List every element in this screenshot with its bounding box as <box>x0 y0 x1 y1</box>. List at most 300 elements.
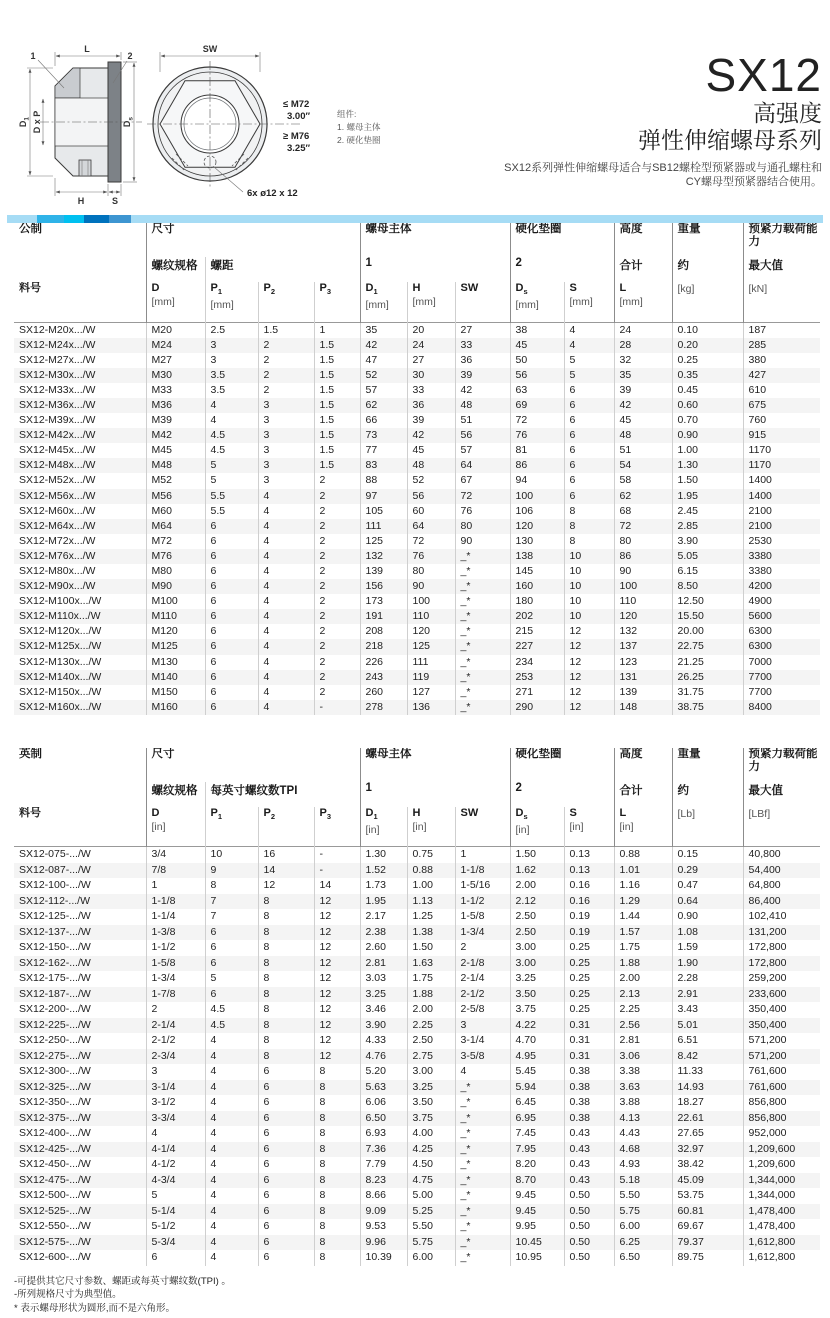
cell: 76 <box>455 504 510 519</box>
column-header-p1: $P_1$ [mm] <box>205 282 258 322</box>
cell: 42 <box>407 428 455 443</box>
cell: 0.19 <box>564 925 614 941</box>
cell: 0.25 <box>564 956 614 972</box>
cell: 4 <box>258 639 314 654</box>
cell: 4 <box>258 655 314 670</box>
cell: 1.88 <box>407 987 455 1003</box>
cell: 0.13 <box>564 863 614 879</box>
cell: 105 <box>360 504 407 519</box>
part-number: SX12-M20x.../W <box>19 323 96 336</box>
part-number: SX12-550-.../W <box>19 1220 91 1233</box>
cell: 1.38 <box>407 925 455 941</box>
cell: 35 <box>360 322 407 338</box>
cell: 5600 <box>743 609 820 624</box>
cell: 1.75 <box>614 940 672 956</box>
cell: 12 <box>314 1049 360 1065</box>
cell: 4 <box>455 1064 510 1080</box>
cell: 191 <box>360 609 407 624</box>
cell: 10 <box>564 564 614 579</box>
table-row <box>14 368 820 383</box>
cell: 5 <box>146 1188 205 1204</box>
cell: 32.97 <box>672 1142 743 1158</box>
cell: 66 <box>360 413 407 428</box>
cell: 208 <box>360 624 407 639</box>
cell: 42 <box>455 383 510 398</box>
cell: 173 <box>360 594 407 609</box>
cell: M45 <box>146 443 205 458</box>
cell: 2.25 <box>407 1018 455 1034</box>
part-number: SX12-137-.../W <box>19 925 91 938</box>
cell: 69 <box>510 398 564 413</box>
cell: 5.45 <box>510 1064 564 1080</box>
part-number: SX12-M27x.../W <box>19 353 96 366</box>
cell: 57 <box>455 443 510 458</box>
part-number: SX12-500-.../W <box>19 1189 91 1202</box>
cell: 6 <box>258 1095 314 1111</box>
cell: _* <box>455 639 510 654</box>
cell: 6 <box>564 398 614 413</box>
cell: 2530 <box>743 534 820 549</box>
cell: 5.94 <box>510 1080 564 1096</box>
dim-label-l: L <box>84 44 90 54</box>
cell: 56 <box>510 368 564 383</box>
cell: 8 <box>258 1033 314 1049</box>
part-number-header: 料号 <box>19 806 41 819</box>
cell: 4 <box>205 1033 258 1049</box>
cell: 6 <box>205 700 258 715</box>
cell: 8 <box>258 925 314 941</box>
cell: 5.00 <box>407 1188 455 1204</box>
cell: 4 <box>258 670 314 685</box>
cell: 1-5/16 <box>455 878 510 894</box>
cell: 10.45 <box>510 1235 564 1251</box>
cell: M20 <box>146 322 205 338</box>
dim-label-s: S <box>111 196 119 206</box>
technical-drawing <box>0 28 430 220</box>
cell: 7700 <box>743 685 820 700</box>
cell: 89.75 <box>672 1250 743 1266</box>
cell: 8 <box>258 1002 314 1018</box>
cell: 69.67 <box>672 1219 743 1235</box>
cell: 132 <box>360 549 407 564</box>
cell: 1-1/2 <box>455 894 510 910</box>
cell: 6300 <box>743 639 820 654</box>
cell: 1170 <box>743 443 820 458</box>
cell: _* <box>455 579 510 594</box>
spacer <box>14 782 146 807</box>
cell: 8.42 <box>672 1049 743 1065</box>
cell: _* <box>455 700 510 715</box>
column-header-kg: [kg] <box>672 282 743 322</box>
cell: 4 <box>258 564 314 579</box>
cell: 6 <box>564 428 614 443</box>
cell: 1.5 <box>314 338 360 353</box>
cell: 12 <box>314 1033 360 1049</box>
cell: - <box>314 863 360 879</box>
cell: 6300 <box>743 624 820 639</box>
cell: 4.13 <box>614 1111 672 1127</box>
cell: 7 <box>205 894 258 910</box>
cell: 2.45 <box>672 504 743 519</box>
cell: 2.81 <box>614 1033 672 1049</box>
cell: 36 <box>407 398 455 413</box>
dim-label-sw: SW <box>202 44 218 54</box>
cell: 110 <box>407 609 455 624</box>
cell: 0.20 <box>672 338 743 353</box>
cell: 2.5 <box>205 322 258 338</box>
cell: 2.17 <box>360 909 407 925</box>
table-row <box>14 1095 820 1111</box>
cell: 6 <box>564 413 614 428</box>
cell: 4 <box>205 1235 258 1251</box>
cell: 76 <box>510 428 564 443</box>
cell: 253 <box>510 670 564 685</box>
cell: 1,209,600 <box>743 1142 820 1158</box>
cell: 4 <box>205 1095 258 1111</box>
cell: 0.25 <box>564 987 614 1003</box>
cell: 3 <box>146 1064 205 1080</box>
table-row <box>14 1033 820 1049</box>
cell: 4 <box>205 1142 258 1158</box>
cell: 0.25 <box>672 353 743 368</box>
cell: 0.31 <box>564 1049 614 1065</box>
cell: M160 <box>146 700 205 715</box>
cell: 127 <box>407 685 455 700</box>
cell: 6 <box>258 1219 314 1235</box>
cell: 3-1/2 <box>146 1095 205 1111</box>
cell: 6.50 <box>614 1250 672 1266</box>
cell: 88 <box>360 473 407 488</box>
cell: 233,600 <box>743 987 820 1003</box>
cell: 1,478,400 <box>743 1219 820 1235</box>
table-row <box>14 473 820 488</box>
cell: 1.57 <box>614 925 672 941</box>
part-number: SX12-M90x.../W <box>19 580 96 593</box>
cell: 3/4 <box>146 847 205 863</box>
cell: 7000 <box>743 655 820 670</box>
cell: 0.38 <box>564 1080 614 1096</box>
part-number: SX12-450-.../W <box>19 1158 91 1171</box>
cell: 2100 <box>743 519 820 534</box>
cell: 27 <box>407 353 455 368</box>
cell: 0.50 <box>564 1250 614 1266</box>
region-label: 公制 <box>19 223 42 235</box>
cell: 12 <box>564 655 614 670</box>
cell: 6 <box>258 1142 314 1158</box>
cell: 45 <box>407 443 455 458</box>
cell: 4 <box>258 519 314 534</box>
cell: 131,200 <box>743 925 820 941</box>
cell: 100 <box>510 489 564 504</box>
cell: 5.18 <box>614 1173 672 1189</box>
cell: 1170 <box>743 458 820 473</box>
cell: 39 <box>407 413 455 428</box>
cell: 4.5 <box>205 443 258 458</box>
cell: 12 <box>564 624 614 639</box>
cell: 2.00 <box>614 971 672 987</box>
cell: 8 <box>258 987 314 1003</box>
cell: 81 <box>510 443 564 458</box>
column-header-ds: $D_s$ [mm] <box>510 282 564 322</box>
cell: 2-1/8 <box>455 956 510 972</box>
cell: 7.79 <box>360 1157 407 1173</box>
cell: 4-1/2 <box>146 1157 205 1173</box>
dim-label-d1: $D_1$ <box>18 116 31 128</box>
cell: 90 <box>614 564 672 579</box>
cell: 6.00 <box>614 1219 672 1235</box>
cell: 8 <box>258 1049 314 1065</box>
cell: _* <box>455 1219 510 1235</box>
cell: 6 <box>205 594 258 609</box>
cell: 10.95 <box>510 1250 564 1266</box>
group-preload: 预紧力载荷能力 <box>743 223 820 257</box>
cell: 8 <box>564 504 614 519</box>
cell: 10 <box>564 609 614 624</box>
column-header-p2: $P_2$ <box>258 807 314 847</box>
cell: 8.50 <box>672 579 743 594</box>
cell: 111 <box>407 655 455 670</box>
part-number: SX12-M64x.../W <box>19 519 96 532</box>
cell: 48 <box>614 428 672 443</box>
cell: 4 <box>205 1188 258 1204</box>
table-row <box>14 655 820 670</box>
subgroup-tpi: 每英寸螺纹数TPI <box>205 782 360 807</box>
cell: 3-3/4 <box>146 1111 205 1127</box>
cell: 1 <box>314 322 360 338</box>
cell: 138 <box>510 549 564 564</box>
cell: _* <box>455 1126 510 1142</box>
subtitle-series: 弹性伸缩螺母系列 <box>638 127 822 153</box>
cell: 4 <box>258 594 314 609</box>
cell: 32 <box>614 353 672 368</box>
table-row <box>14 564 820 579</box>
cell: 62 <box>614 489 672 504</box>
cell: 64 <box>455 458 510 473</box>
cell: 243 <box>360 670 407 685</box>
cell: 38.75 <box>672 700 743 715</box>
cell: 6.51 <box>672 1033 743 1049</box>
dim-label-ds: $D_s$ <box>122 116 135 128</box>
cell: 4.5 <box>205 1002 258 1018</box>
cell: 3.25 <box>407 1080 455 1096</box>
cell: 2.56 <box>614 1018 672 1034</box>
cell: 1400 <box>743 473 820 488</box>
cell: 6 <box>564 458 614 473</box>
cell: 2 <box>314 564 360 579</box>
cell: M48 <box>146 458 205 473</box>
cell: 8 <box>314 1188 360 1204</box>
cell: 9.45 <box>510 1188 564 1204</box>
cell: 136 <box>407 700 455 715</box>
cell: 3 <box>258 473 314 488</box>
cell: 4 <box>258 489 314 504</box>
cell: 54,400 <box>743 863 820 879</box>
cell: 2.81 <box>360 956 407 972</box>
cell: 1.5 <box>314 353 360 368</box>
cell: 1-5/8 <box>455 909 510 925</box>
cell: 4 <box>258 700 314 715</box>
cell: 6.00 <box>407 1250 455 1266</box>
cell: 4200 <box>743 579 820 594</box>
cell: 9.45 <box>510 1204 564 1220</box>
table-row <box>14 863 820 879</box>
cell: 27 <box>455 322 510 338</box>
cell: 86,400 <box>743 894 820 910</box>
cell: 6 <box>205 956 258 972</box>
cell: _* <box>455 564 510 579</box>
cell: 6.93 <box>360 1126 407 1142</box>
cell: 6 <box>258 1111 314 1127</box>
cell: 1.01 <box>614 863 672 879</box>
part-number: SX12-087-.../W <box>19 863 91 876</box>
cell: 5 <box>205 473 258 488</box>
cell: 180 <box>510 594 564 609</box>
table-row <box>14 519 820 534</box>
part-number: SX12-175-.../W <box>19 972 91 985</box>
cell: 8 <box>314 1126 360 1142</box>
cell: - <box>314 700 360 715</box>
cell: 4.75 <box>407 1173 455 1189</box>
cell: 2 <box>314 504 360 519</box>
column-header-d: D [in] <box>146 807 205 847</box>
cell: 12 <box>564 685 614 700</box>
cell: 5-1/2 <box>146 1219 205 1235</box>
cell: 0.25 <box>564 940 614 956</box>
cell: 2 <box>314 473 360 488</box>
group-size: 尺寸 <box>146 748 360 782</box>
part-number: SX12-112-.../W <box>19 894 90 907</box>
cell: 8400 <box>743 700 820 715</box>
cell: 12 <box>314 940 360 956</box>
column-header-p2: $P_2$ <box>258 282 314 322</box>
cell: 1.25 <box>407 909 455 925</box>
cell: 1-1/8 <box>455 863 510 879</box>
cell: 259,200 <box>743 971 820 987</box>
table-row <box>14 1173 820 1189</box>
cell: 2 <box>314 579 360 594</box>
cell: 380 <box>743 353 820 368</box>
part-number-header: 料号 <box>19 282 41 294</box>
cell: 5-3/4 <box>146 1235 205 1251</box>
cell: 4 <box>205 1080 258 1096</box>
table-row <box>14 639 820 654</box>
cell: 2 <box>314 549 360 564</box>
cell: 2-1/4 <box>455 971 510 987</box>
table-row <box>14 1235 820 1251</box>
cell: 8 <box>314 1204 360 1220</box>
cell: 5 <box>205 971 258 987</box>
cell: 72 <box>407 534 455 549</box>
cell: 0.50 <box>564 1219 614 1235</box>
cell: 0.35 <box>672 368 743 383</box>
cell: M100 <box>146 594 205 609</box>
cell: 8 <box>258 894 314 910</box>
cell: 5.05 <box>672 549 743 564</box>
cell: 102,410 <box>743 909 820 925</box>
cell: 7.95 <box>510 1142 564 1158</box>
table-row <box>14 489 820 504</box>
subgroup-height-total: 合计 <box>614 257 672 282</box>
cell: 6.15 <box>672 564 743 579</box>
cell: 8 <box>314 1235 360 1251</box>
cell: 80 <box>407 564 455 579</box>
cell: 4.00 <box>407 1126 455 1142</box>
cell: 2.60 <box>360 940 407 956</box>
cell: 2 <box>314 685 360 700</box>
cell: 0.50 <box>564 1204 614 1220</box>
cell: 0.64 <box>672 894 743 910</box>
cell: 3-1/4 <box>146 1080 205 1096</box>
cell: 4.68 <box>614 1142 672 1158</box>
cell: 7 <box>205 909 258 925</box>
cell: 0.16 <box>564 894 614 910</box>
cell: 1,209,600 <box>743 1157 820 1173</box>
cell: 4.25 <box>407 1142 455 1158</box>
cell: 72 <box>510 413 564 428</box>
cell: 3.25 <box>360 987 407 1003</box>
cell: 1-3/4 <box>146 971 205 987</box>
cell: 12 <box>314 894 360 910</box>
cell: 6 <box>258 1188 314 1204</box>
column-header-sw: SW <box>455 282 510 322</box>
cell: 1,344,000 <box>743 1188 820 1204</box>
cell: 202 <box>510 609 564 624</box>
cell: 53.75 <box>672 1188 743 1204</box>
part-number: SX12-125-.../W <box>19 910 91 923</box>
cell: 761,600 <box>743 1080 820 1096</box>
cell: 50 <box>510 353 564 368</box>
cell: 52 <box>407 473 455 488</box>
cell: 38.42 <box>672 1157 743 1173</box>
cell: 54 <box>614 458 672 473</box>
part-number: SX12-M150x.../W <box>19 685 102 698</box>
cell: 86 <box>614 549 672 564</box>
table-row <box>14 1018 820 1034</box>
cell: 39 <box>455 368 510 383</box>
cell: 0.29 <box>672 863 743 879</box>
cell: 4-3/4 <box>146 1173 205 1189</box>
component-1: 1. 螺母主体 <box>337 122 381 132</box>
cell: 227 <box>510 639 564 654</box>
cell: 856,800 <box>743 1095 820 1111</box>
cell: 4 <box>258 609 314 624</box>
cell: 6 <box>205 940 258 956</box>
cell: 0.15 <box>672 847 743 863</box>
cell: 33 <box>455 338 510 353</box>
cell: 0.47 <box>672 878 743 894</box>
cell: 6 <box>205 534 258 549</box>
cell: 14 <box>258 863 314 879</box>
cell: 8 <box>258 971 314 987</box>
cell: M64 <box>146 519 205 534</box>
cell: 1.52 <box>360 863 407 879</box>
cell: 271 <box>510 685 564 700</box>
part-number: SX12-M100x.../W <box>19 595 102 608</box>
cell: 4 <box>258 685 314 700</box>
cell: 5.75 <box>614 1204 672 1220</box>
cell: 12 <box>564 670 614 685</box>
cell: 2-1/2 <box>146 1033 205 1049</box>
cell: M27 <box>146 353 205 368</box>
dim-label-h: H <box>77 196 85 206</box>
metric-table-body <box>14 322 820 715</box>
cell: 36 <box>455 353 510 368</box>
cell: 125 <box>360 534 407 549</box>
cell: M30 <box>146 368 205 383</box>
part-number: SX12-187-.../W <box>19 987 91 1000</box>
table-row <box>14 443 820 458</box>
cell: 2 <box>314 519 360 534</box>
